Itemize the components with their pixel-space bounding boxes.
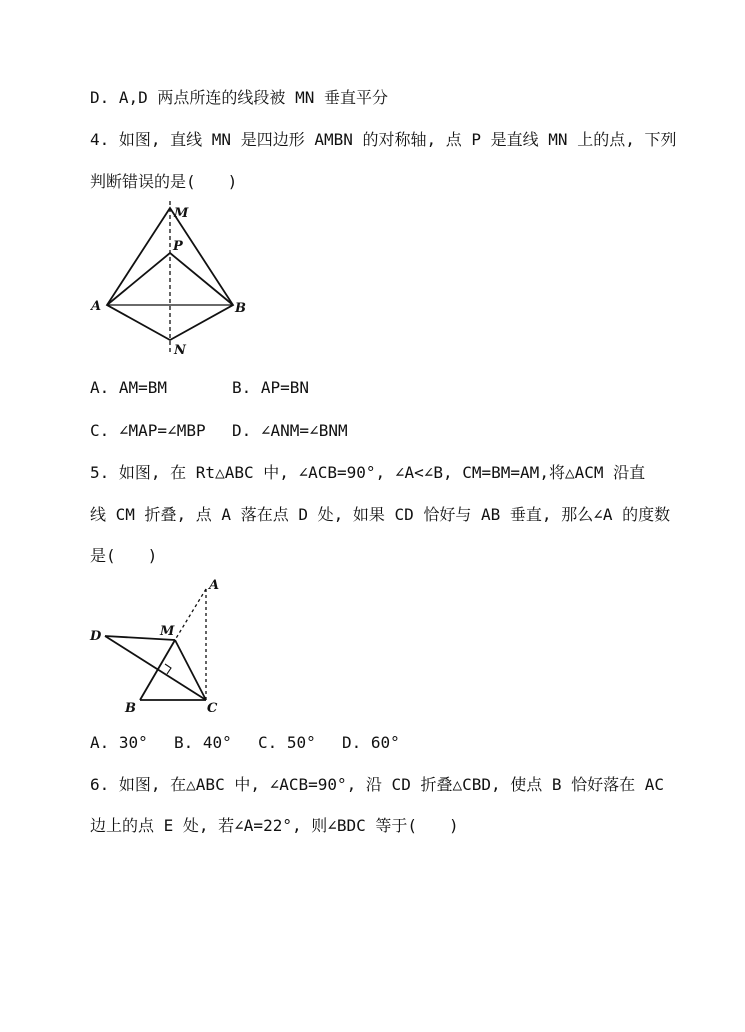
q5-stem-line-1: 5. 如图, 在 Rt△ABC 中, ∠ACB=90°, ∠A<∠B, CM=BM=AM,将△ACM 沿直 xyxy=(90,463,646,482)
q5-figure xyxy=(85,572,245,722)
q4-stem-line-1: 4. 如图, 直线 MN 是四边形 AMBN 的对称轴, 点 P 是直线 MN 上的点, 下列 xyxy=(90,130,677,149)
q4-label-a: A xyxy=(91,299,102,314)
q5-segment-am-dashed xyxy=(175,589,206,640)
q4-option-c: C. ∠MAP=∠MBP xyxy=(90,421,206,440)
q4-segment-ap xyxy=(107,253,170,305)
q4-option-d: D. ∠ANM=∠BNM xyxy=(232,421,348,440)
q4-label-p: P xyxy=(173,239,183,254)
q4-segment-pb xyxy=(170,253,233,305)
q4-label-m: M xyxy=(174,206,189,221)
q5-label-d: D xyxy=(90,629,102,644)
q4-label-b: B xyxy=(235,301,246,316)
q6-stem-line-1: 6. 如图, 在△ABC 中, ∠ACB=90°, 沿 CD 折叠△CBD, 使点 B 恰好落在 AC xyxy=(90,775,665,794)
q5-stem-line-3: 是( ) xyxy=(90,546,158,565)
q5-option-c: C. 50° xyxy=(258,733,316,752)
q5-label-a: A xyxy=(209,578,220,593)
q6-stem-line-2: 边上的点 E 处, 若∠A=22°, 则∠BDC 等于( ) xyxy=(90,816,459,835)
q5-label-b: B xyxy=(125,701,136,716)
q5-option-b: B. 40° xyxy=(174,733,232,752)
q5-label-c: C xyxy=(207,701,218,716)
q5-option-a: A. 30° xyxy=(90,733,148,752)
q5-right-angle-mark xyxy=(165,664,171,674)
q5-label-m: M xyxy=(160,624,175,639)
q4-figure xyxy=(85,198,265,368)
q4-option-a: A. AM=BM xyxy=(90,378,168,397)
q3-option-d: D. A,D 两点所连的线段被 MN 垂直平分 xyxy=(90,88,388,107)
q5-stem-line-2: 线 CM 折叠, 点 A 落在点 D 处, 如果 CD 恰好与 AB 垂直, 那么∠A 的度数 xyxy=(90,505,671,524)
q4-label-n: N xyxy=(174,343,186,358)
q5-segment-dc xyxy=(105,636,206,700)
q5-option-d: D. 60° xyxy=(342,733,400,752)
q4-stem-line-2: 判断错误的是( ) xyxy=(90,172,238,191)
q4-option-b: B. AP=BN xyxy=(232,378,310,397)
